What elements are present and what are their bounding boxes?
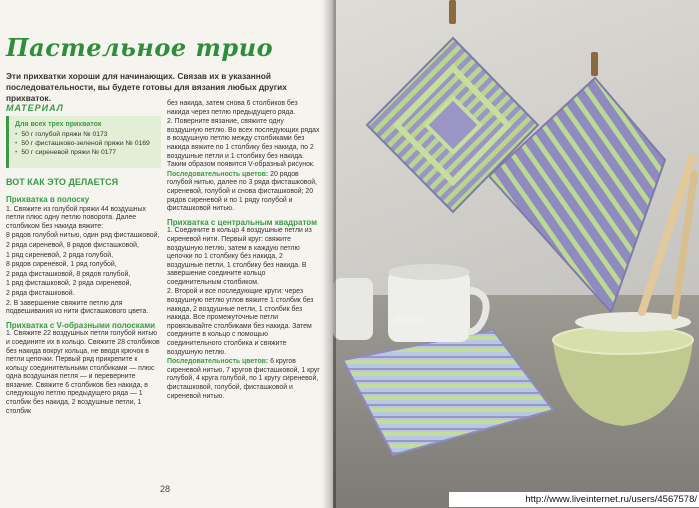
center-color-sequence-label: Последовательность цветов:	[167, 358, 269, 366]
material-box	[6, 116, 161, 168]
center-step-2: 2. Второй и все последующие круги: через воздушную петлю углов вяжите 1 столбик без накида, 2 воздушные петли, 1 столбик без накида. Все промежуточные петли провязывайте столбиками без накида. Затем соедините в кольцо с помощью соединительного столбика и свяжите воздушную петлю.	[167, 288, 314, 356]
material-box-heading: Для всех трех прихваток	[15, 121, 102, 128]
page-title: Пастельное трио	[6, 33, 274, 62]
stripe-row: 1 ряд фисташковой, 2 ряда сиреневой,	[6, 280, 132, 288]
stripe-row: 2 ряда сиреневой, 8 рядов фисташковой,	[6, 241, 139, 249]
v-color-sequence-label: Последовательность цветов:	[167, 170, 269, 178]
center-title: Прихватка с центральным квадратом	[167, 217, 317, 227]
stripe-title: Прихватка в полоску	[6, 195, 90, 204]
cup-handle	[468, 290, 486, 332]
material-item: • 50 г фисташково-зеленой пряжи № 0169	[15, 139, 161, 148]
stripe-row: 2 ряда фисташковой, 8 рядов голубой,	[6, 270, 131, 278]
instructions-column-2	[167, 100, 320, 402]
stripe-step-1: 1. Свяжите из голубой пряжи 44 воздушных петли плюс одну петлю поворота. Далее столбиком без накида вяжите:	[6, 205, 146, 230]
page-gutter	[322, 0, 336, 508]
instructions-column-1	[6, 196, 161, 417]
stripe-row: 2 ряда фисташковой.	[6, 289, 75, 297]
cup	[388, 270, 470, 342]
v-step-2: 2. Поверните вязание, свяжите одну воздушную петлю. Во всех последующих рядах в воздушную петлю между столбиками без накида вяжите по 1 столбику без накида, по 2 воздушные петли и 1 столбику без накида. Таким образом появится V-образный рисунок.	[167, 118, 320, 169]
potholders-illustration	[333, 0, 699, 508]
source-url: http://www.liveinternet.ru/users/4567578/	[449, 492, 699, 507]
material-item: • 50 г голубой пряжи № 0173	[15, 130, 161, 139]
watermark: Anita	[393, 313, 423, 326]
stripe-row: 8 рядов голубой нитью, один ряд фисташковой,	[6, 232, 160, 240]
potholder-stripes	[343, 330, 553, 455]
material-list	[15, 130, 161, 157]
material-item: • 50 г сиреневой пряжи № 0177	[15, 148, 161, 157]
cup	[333, 278, 373, 340]
stripe-row: 8 рядов сиреневой, 1 ряд голубой,	[6, 261, 117, 269]
v-step-1-continued: без накида, затем снова 6 столбиков без накида через петлю предыдущего ряда.	[167, 100, 298, 116]
center-color-sequence	[167, 358, 320, 401]
v-color-sequence	[167, 171, 320, 214]
left-page	[0, 0, 333, 508]
center-color-sequence-text: 6 кругов сиреневой нитью, 7 кругов фисташковой, 1 круг голубой, 4 круга голубой, по 1 кругу сиреневой, фисташковой, голубой, фисташковой и сиреневой нитью.	[167, 358, 320, 400]
intro-text: Эти прихватки хороши для начинающих. Связав их в указанной последовательности, вы будете готовы для вязания любых других прихваток.	[6, 71, 287, 103]
photo-page	[333, 0, 699, 508]
how-to-heading: ВОТ КАК ЭТО ДЕЛАЕТСЯ	[6, 177, 119, 187]
stripe-step-2: 2. В завершение свяжите петлю для подвешивания из нити фисташкового цвета.	[6, 299, 149, 316]
page-number: 28	[160, 484, 171, 494]
cup-rim	[388, 264, 470, 280]
v-color-sequence-text: 20 рядов голубой нитью, далее по 3 ряда фисташковой, сиреневой, голубой и снова фисташковой; 20 рядов сиреневой и по 1 ряду голубой и фисташковой нитью.	[167, 170, 317, 213]
material-heading: МАТЕРИАЛ	[6, 103, 64, 113]
v-step-1: 1. Свяжите 22 воздушных петли голубой нитью и соедините их в кольцо. Свяжите 28 столбиков без накида вокруг кольца, не вводя крючок в петли цепочки. Первый ряд прикрепите к кольцу соединительными столбиками — плюс одна воздушная петля — и переверните вязание. Свяжите 6 столбиков без накида, в следующую петлю предыдущего ряда — 1 столбик без накида, 2 воздушные петли, 1 столбик	[6, 330, 160, 415]
center-step-1: 1. Соедините в кольцо 4 воздушные петли из сиреневой нити. Первый круг: свяжите воздушную петлю, затем в каждую петлю цепочки по 1 столбику без накида, 2 воздушные петли, 1 столбику без накида. В завершение соедините кольцо соединительным столбиком.	[167, 227, 312, 286]
stripe-row: 1 ряд сиреневой, 2 ряда голубой,	[6, 251, 113, 259]
v-title: Прихватка с V-образными полосками	[6, 320, 156, 330]
